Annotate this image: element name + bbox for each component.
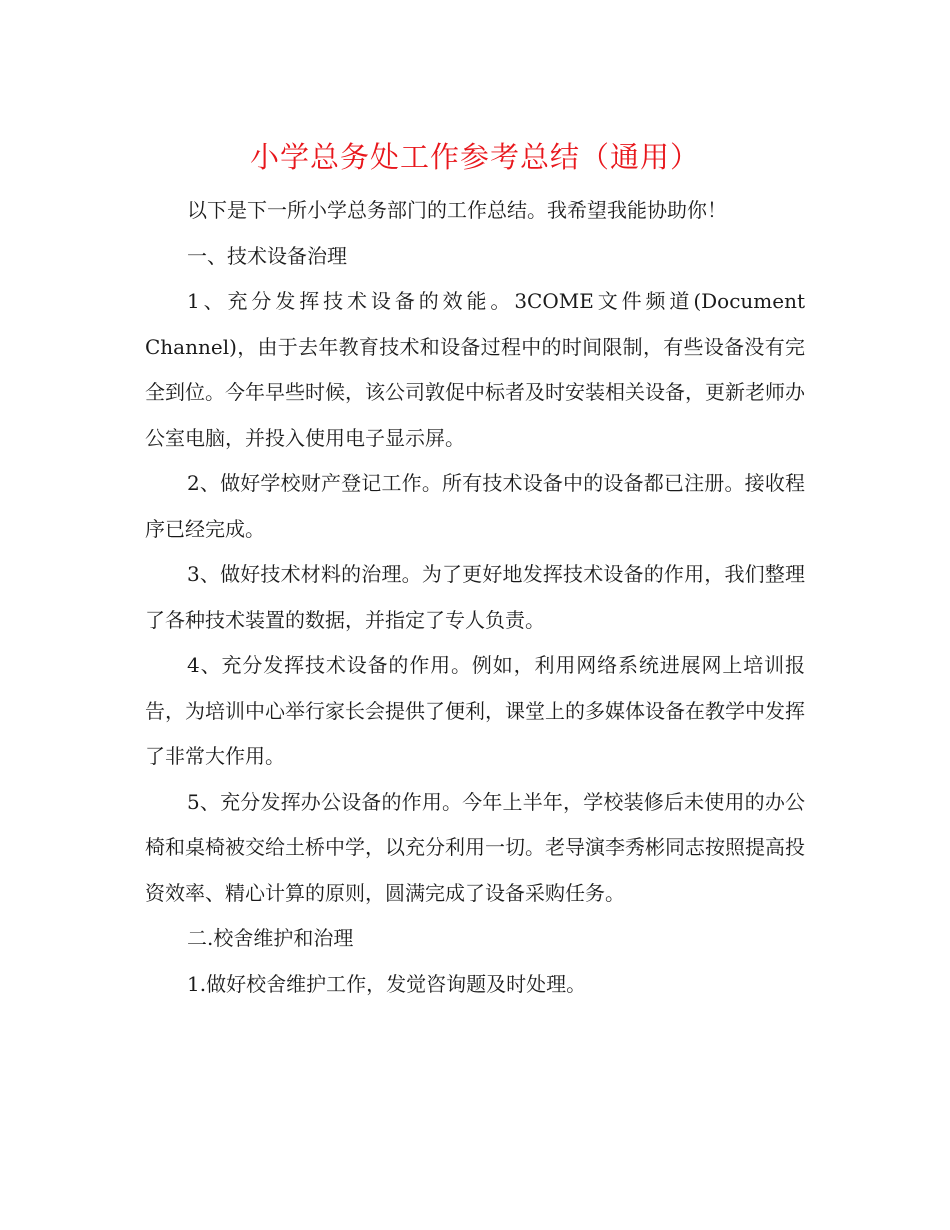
paragraph-item-1: 1、充分发挥技术设备的效能。3COME文件频道(Document Channel)，由于去年教育技术和设备过程中的时间限制，有些设备没有完全到位。今年早些时候，该公司敦促中标者及时安装相关设备，更新老师办公室电脑，并投入使用电子显示屏。 xyxy=(145,289,805,450)
document-title: 小学总务处工作参考总结（通用） xyxy=(249,140,700,174)
section-heading-tech-equipment: 一、技术设备治理 xyxy=(187,243,347,268)
section-heading-building-maintenance: 二.校舍维护和治理 xyxy=(187,926,354,950)
paragraph-item-2: 2、做好学校财产登记工作。所有技术设备中的设备都已注册。接收程序已经完成。 xyxy=(145,471,805,541)
document-body xyxy=(145,188,805,1007)
paragraph-item-4: 4、充分发挥技术设备的作用。例如，利用网络系统进展网上培训报告，为培训中心举行家长会提供了便利，课堂上的多媒体设备在教学中发挥了非常大作用。 xyxy=(145,653,805,768)
paragraph-intro: 以下是下一所小学总务部门的工作总结。我希望我能协助你！ xyxy=(187,198,727,222)
paragraph-item-5: 5、充分发挥办公设备的作用。今年上半年，学校装修后未使用的办公椅和桌椅被交给土桥中学，以充分利用一切。老导演李秀彬同志按照提高投资效率、精心计算的原则，圆满完成了设备采购任务。 xyxy=(145,789,805,905)
paragraph-building-item-1: 1.做好校舍维护工作，发觉咨询题及时处理。 xyxy=(187,971,587,996)
paragraph-item-3: 3、做好技术材料的治理。为了更好地发挥技术设备的作用，我们整理了各种技术装置的数据，并指定了专人负责。 xyxy=(145,562,805,632)
